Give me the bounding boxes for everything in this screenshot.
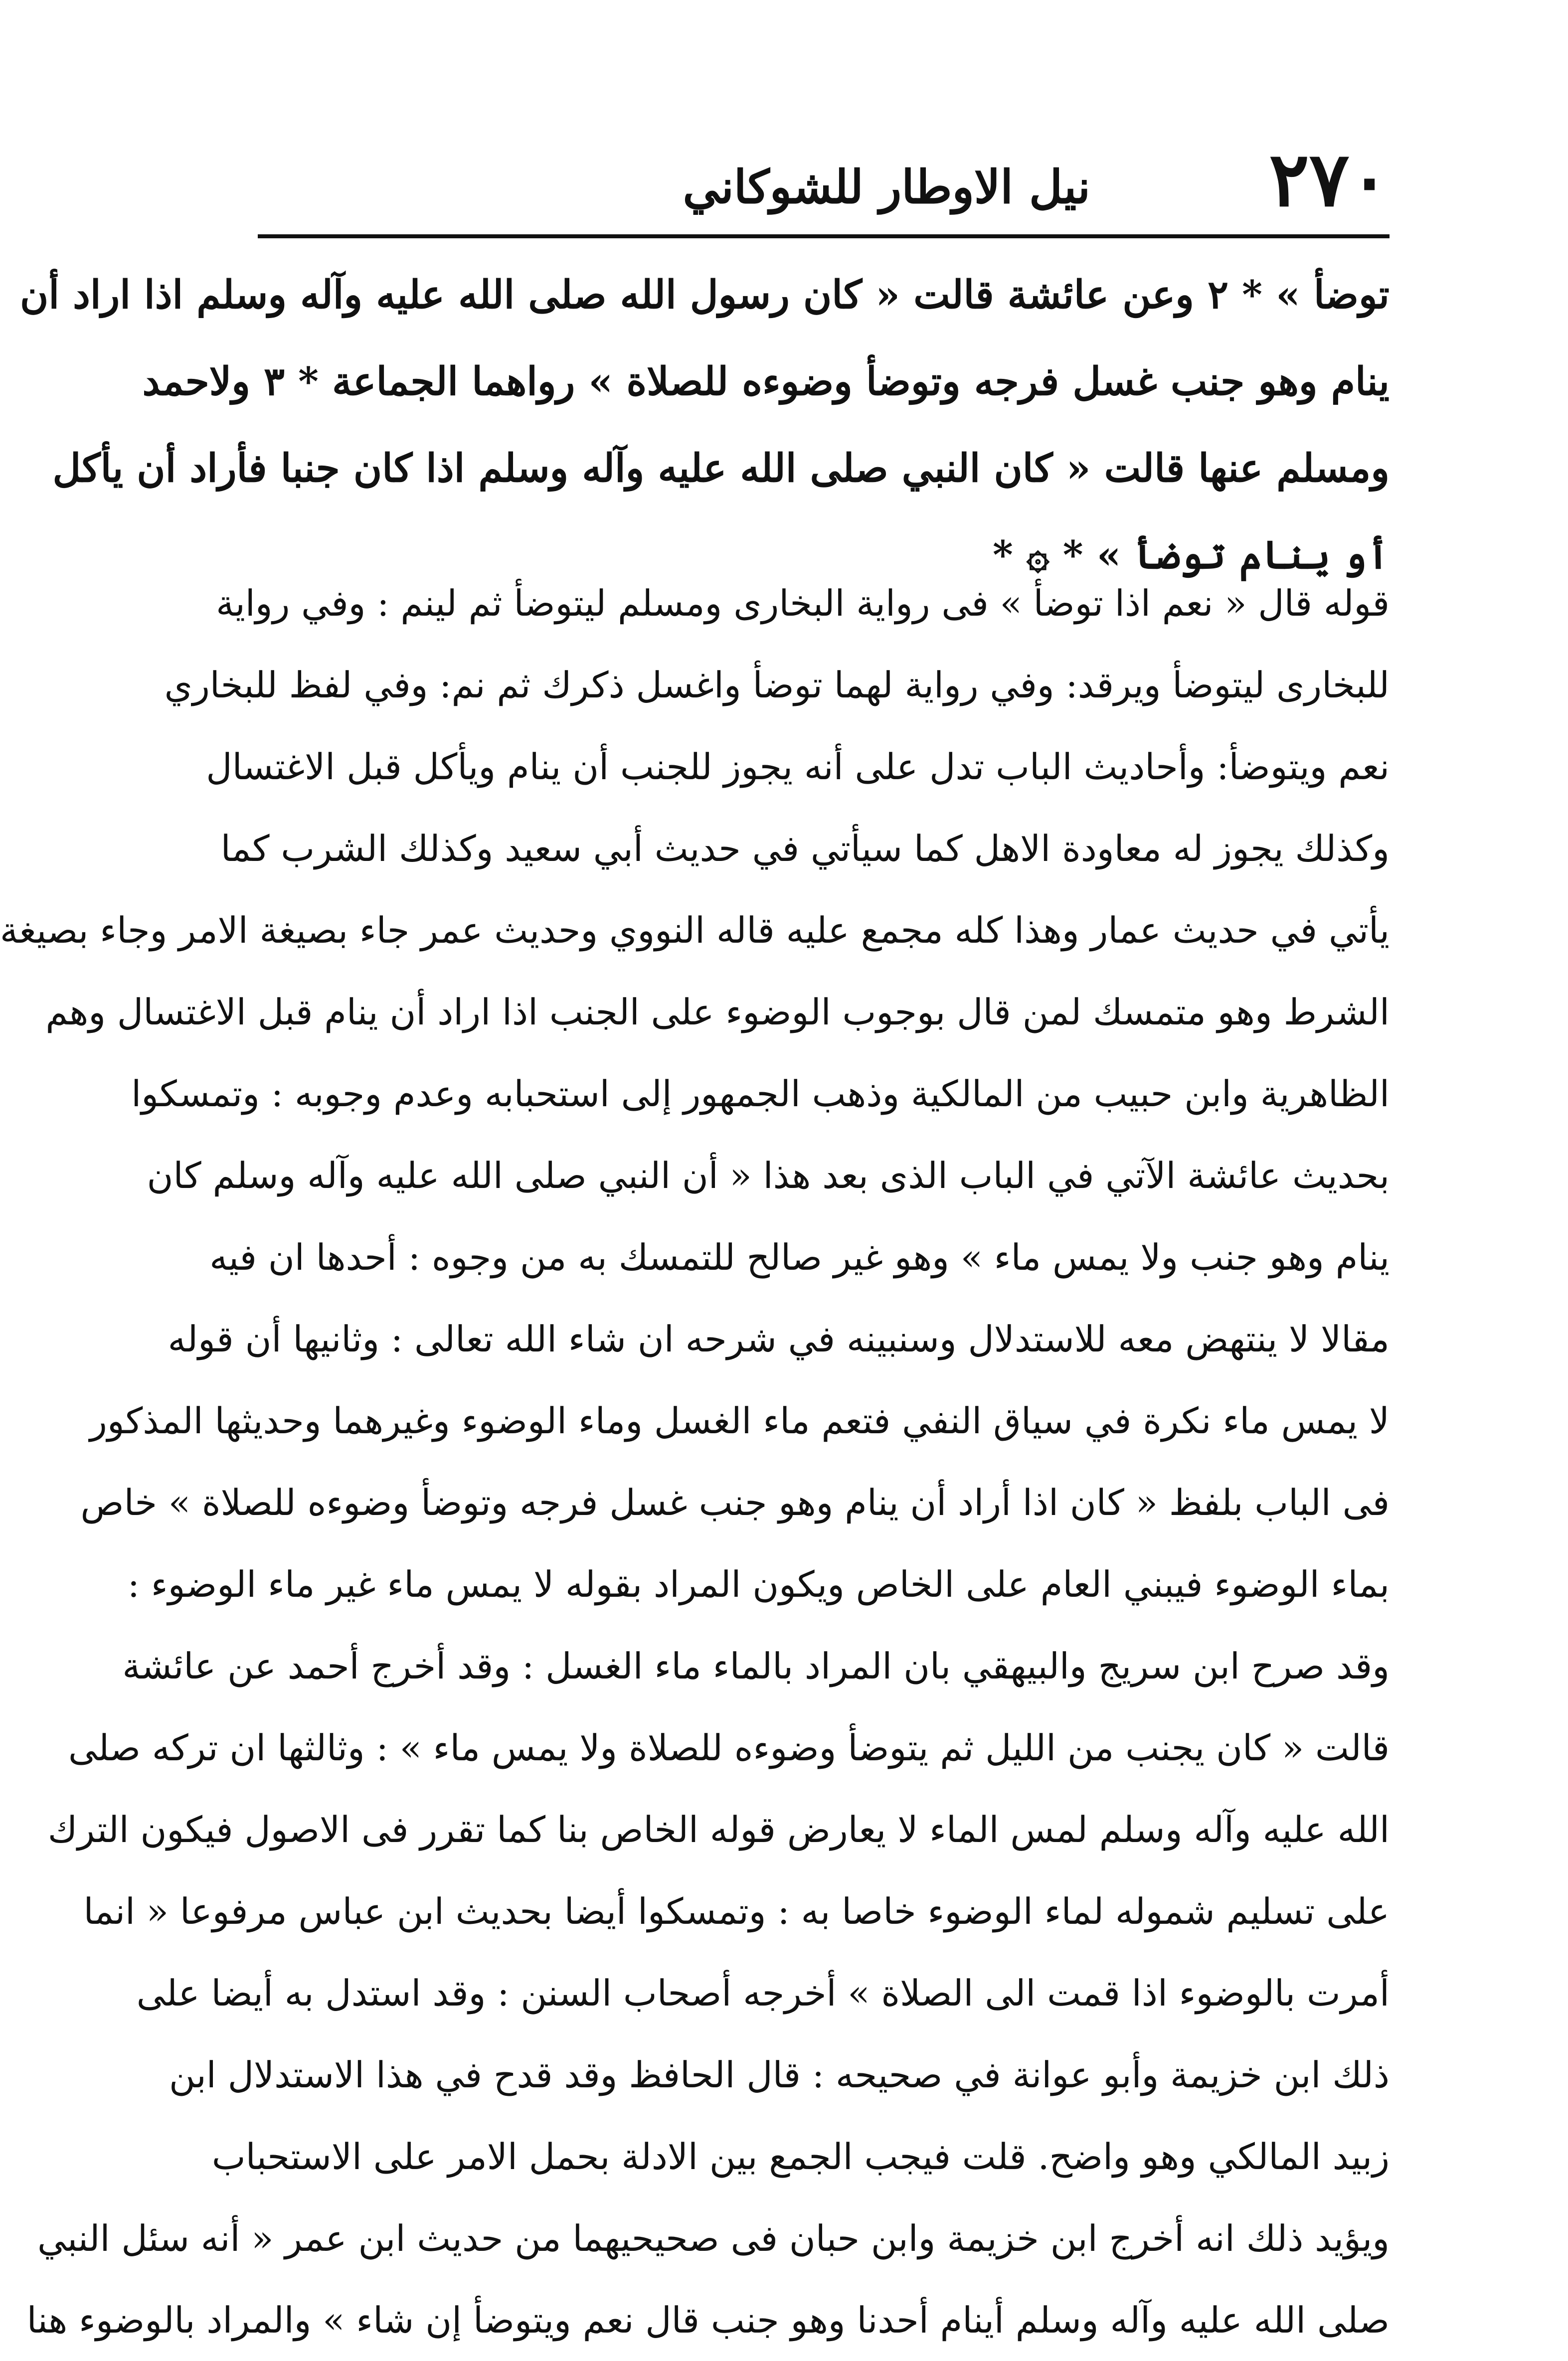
text-line: بماء الوضوء فيبني العام على الخاص ويكون المراد بقوله لا يمس ماء غير ماء الوضوء :: [127, 1563, 1390, 1605]
text-line: وكذلك يجوز له معاودة الاهل كما سيأتي في حديث أبي سعيد وكذلك الشرب كما: [220, 828, 1390, 869]
hadith-text: [20, 252, 1390, 599]
text-line: يأتي في حديث عمار وهذا كله مجمع عليه قاله النووي وحديث عمر جاء بصيغة الامر وجاء بصيغة: [0, 909, 1390, 951]
header-rule: [258, 234, 1390, 238]
text-line: ويؤيد ذلك انه أخرج ابن خزيمة وابن حبان فى صحيحيهما من حديث ابن عمر « أنه سئل النبي: [37, 2217, 1390, 2259]
text-line: ومسلم عنها قالت « كان النبي صلى الله عليه وآله وسلم اذا كان جنبا فأراد أن يأكل: [52, 446, 1390, 491]
text-line: الله عليه وآله وسلم لمس الماء لا يعارض قوله الخاص بنا كما تقرر فى الاصول فيكون الترك: [47, 1809, 1390, 1851]
text-line: على تسليم شموله لماء الوضوء خاصا به : وتمسكوا أيضا بحديث ابن عباس مرفوعا « انما: [83, 1890, 1390, 1932]
text-line: لا يمس ماء نكرة في سياق النفي فتعم ماء الغسل وماء الوضوء وغيرهما وحديثها المذكور: [90, 1400, 1390, 1442]
text-line: للبخارى ليتوضأ ويرقد: وفي رواية لهما توضأ واغسل ذكرك ثم نم: وفي لفظ للبخاري: [164, 664, 1390, 706]
text-line: أو ينام توضأ » * ۞ *: [993, 532, 1390, 578]
page-header: [253, 135, 1390, 234]
commentary-text: [0, 562, 1390, 2361]
text-line: توضأ » * ٢ وعن عائشة قالت « كان رسول الله صلى الله عليه وآله وسلم اذا اراد أن: [20, 272, 1390, 318]
text-line: فى الباب بلفظ « كان اذا أراد أن ينام وهو جنب غسل فرجه وتوضأ وضوءه للصلاة » خاص: [80, 1482, 1390, 1523]
text-line: نعم ويتوضأ: وأحاديث الباب تدل على أنه يجوز للجنب أن ينام ويأكل قبل الاغتسال: [206, 746, 1390, 788]
text-line: قوله قال « نعم اذا توضأ » فى رواية البخارى ومسلم ليتوضأ ثم لينم : وفي رواية: [216, 582, 1390, 624]
text-line: وقد صرح ابن سريج والبيهقي بان المراد بالماء ماء الغسل : وقد أخرج أحمد عن عائشة: [122, 1645, 1390, 1687]
text-line: صلى الله عليه وآله وسلم أينام أحدنا وهو جنب قال نعم ويتوضأ إن شاء » والمراد بالوضوء هنا: [26, 2299, 1390, 2341]
text-line: الظاهرية وابن حبيب من المالكية وذهب الجمهور إلى استحبابه وعدم وجوبه : وتمسكوا: [131, 1073, 1390, 1115]
text-line: أمرت بالوضوء اذا قمت الى الصلاة » أخرجه أصحاب السنن : وقد استدل به أيضا على: [136, 1972, 1390, 2014]
text-line: زبيد المالكي وهو واضح. قلت فيجب الجمع بين الادلة بحمل الامر على الاستحباب: [211, 2136, 1390, 2178]
text-line: الشرط وهو متمسك لمن قال بوجوب الوضوء على الجنب اذا اراد أن ينام قبل الاغتسال وهم: [45, 991, 1390, 1033]
page-number: ٢٧٠: [1269, 136, 1390, 223]
text-line: ينام وهو جنب غسل فرجه وتوضأ وضوءه للصلاة » رواهما الجماعة * ٣ ولاحمد: [142, 359, 1390, 404]
text-line: ذلك ابن خزيمة وأبو عوانة في صحيحه : قال الحافظ وقد قدح في هذا الاستدلال ابن: [169, 2054, 1390, 2096]
text-line: قالت « كان يجنب من الليل ثم يتوضأ وضوءه للصلاة ولا يمس ماء » : وثالثها ان تركه صلى: [68, 1727, 1390, 1769]
text-line: ينام وهو جنب ولا يمس ماء » وهو غير صالح للتمسك به من وجوه : أحدها ان فيه: [209, 1236, 1390, 1278]
book-title: نيل الاوطار للشوكاني: [683, 160, 1090, 214]
text-line: مقالا لا ينتهض معه للاستدلال وسنبينه في شرحه ان شاء الله تعالى : وثانيها أن قوله: [168, 1318, 1390, 1360]
text-line: بحديث عائشة الآتي في الباب الذى بعد هذا « أن النبي صلى الله عليه وآله وسلم كان: [147, 1155, 1390, 1196]
